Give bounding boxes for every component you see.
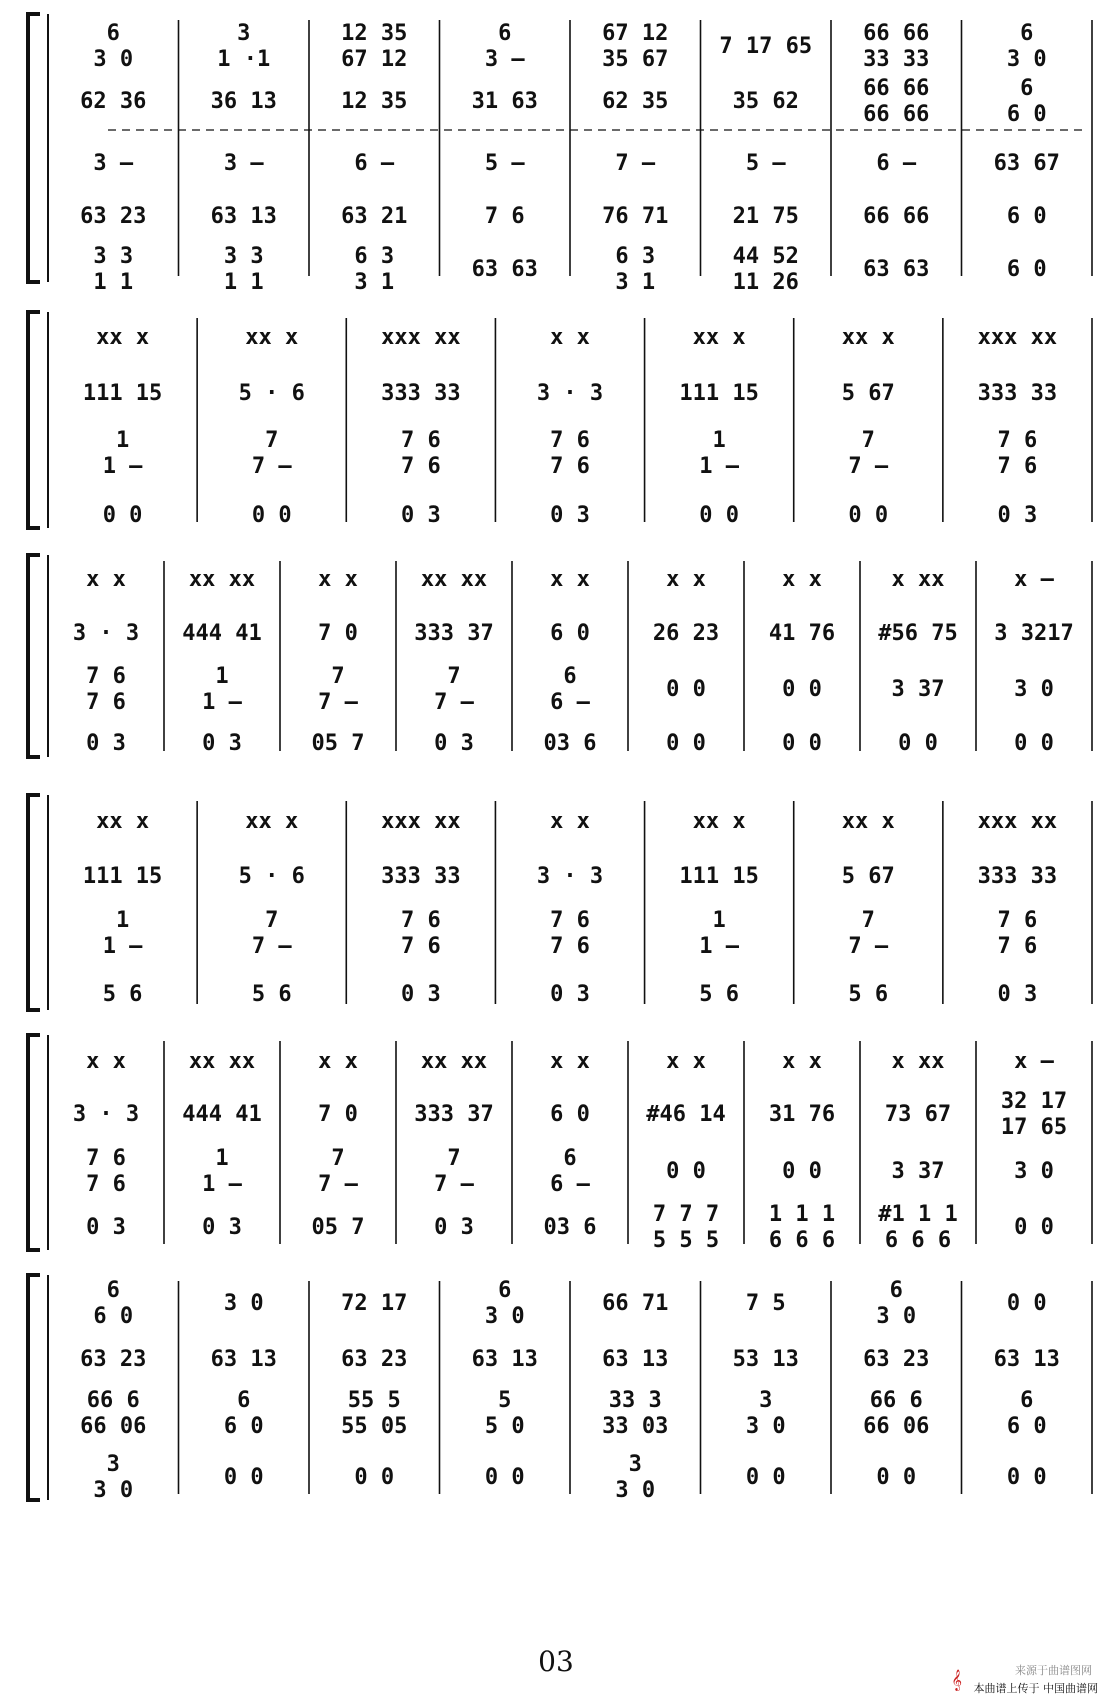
note-cell: 0 3: [86, 1215, 126, 1240]
note-cell: 3 1 ·1: [217, 21, 271, 72]
note-cell: 0 3: [86, 731, 126, 756]
note-cell: 12 35: [341, 89, 408, 114]
note-cell: 3 –: [223, 151, 264, 176]
note-cell: 6 3 0: [484, 1278, 525, 1329]
note-cell: 72 17: [341, 1291, 408, 1316]
note-cell: x x: [550, 325, 590, 350]
note-cell: 0 0: [745, 1465, 786, 1490]
note-cell: 7 6 7 6: [400, 428, 441, 479]
note-cell: x x: [318, 567, 358, 592]
note-cell: 1 1 –: [699, 908, 740, 959]
note-cell: 0 0: [782, 1159, 822, 1184]
note-cell: 0 0: [782, 731, 822, 756]
note-cell: 5 5 0: [484, 1388, 525, 1439]
note-cell: 6 6 –: [550, 1146, 590, 1197]
note-cell: x x: [550, 567, 590, 592]
note-cell: 63 13: [602, 1347, 669, 1372]
note-cell: 3 3 1 1: [93, 244, 134, 295]
note-cell: x x: [86, 567, 126, 592]
note-cell: xx xx: [188, 567, 256, 592]
note-cell: xxx xx: [977, 809, 1058, 834]
system-bracket: [28, 795, 40, 1010]
note-cell: 63 13: [210, 204, 277, 229]
note-cell: 1 1 –: [202, 664, 242, 715]
note-cell: 63 23: [341, 1347, 408, 1372]
note-cell: 63 21: [341, 204, 408, 229]
note-cell: 3 · 3: [536, 381, 604, 406]
note-cell: 0 3: [550, 982, 590, 1007]
note-cell: 0 0: [876, 1465, 917, 1490]
note-cell: 3 3 0: [93, 1452, 134, 1503]
note-cell: 0 3: [434, 1215, 474, 1240]
note-cell: xx x: [692, 809, 746, 834]
note-cell: #56 75: [878, 621, 958, 646]
note-cell: 35 62: [732, 89, 799, 114]
note-cell: 0 0: [666, 1159, 706, 1184]
note-cell: 66 6 66 06: [863, 1388, 930, 1439]
note-cell: 3 –: [93, 151, 134, 176]
note-cell: 63 23: [863, 1347, 930, 1372]
note-cell: 7 6 7 6: [550, 428, 590, 479]
note-cell: 55 5 55 05: [341, 1388, 408, 1439]
watermark-site-label: 中国曲谱网: [1043, 1682, 1098, 1695]
note-cell: 5 6: [848, 982, 889, 1007]
note-cell: 62 36: [80, 89, 147, 114]
note-cell: 7 17 65: [719, 34, 813, 59]
note-cell: 05 7: [311, 731, 365, 756]
note-cell: 0 0: [1006, 1291, 1047, 1316]
note-cell: 5 6: [102, 982, 143, 1007]
note-cell: 66 71: [602, 1291, 669, 1316]
note-cell: 63 63: [471, 257, 538, 282]
note-cell: 63 13: [471, 1347, 538, 1372]
note-cell: x xx: [891, 567, 945, 592]
note-cell: 33 3 33 03: [602, 1388, 669, 1439]
note-cell: xx x: [841, 325, 895, 350]
system-3: [28, 555, 1092, 757]
note-cell: 32 17 17 65: [1000, 1089, 1068, 1140]
note-cell: 7 6 7 6: [400, 908, 441, 959]
note-cell: 1 1 –: [699, 428, 740, 479]
note-cell: 5 67: [841, 381, 895, 406]
note-cell: 7 5: [745, 1291, 786, 1316]
note-cell: 0 3: [202, 1215, 242, 1240]
note-cell: 6 6 0: [1006, 76, 1047, 127]
note-cell: xx x: [692, 325, 746, 350]
note-cell: xx xx: [420, 567, 488, 592]
note-cell: x –: [1014, 567, 1054, 592]
note-cell: 0 0: [898, 731, 938, 756]
note-cell: xx x: [245, 809, 299, 834]
note-cell: 3 · 3: [536, 864, 604, 889]
note-cell: 5 6: [699, 982, 740, 1007]
watermark-upload-label: 本曲谱上传于: [973, 1682, 1040, 1695]
note-cell: 111 15: [82, 381, 163, 406]
note-cell: 7 6 7 6: [86, 1146, 126, 1197]
note-cell: 333 33: [381, 864, 461, 889]
note-cell: 67 12 35 67: [602, 21, 669, 72]
note-cell: 444 41: [182, 621, 262, 646]
note-cell: 6 6 –: [550, 664, 590, 715]
note-cell: 0 0: [354, 1465, 395, 1490]
note-cell: 7 6 7 6: [550, 908, 590, 959]
note-cell: 6 –: [876, 151, 917, 176]
system-2: [28, 312, 1092, 528]
watermark-source-text: 来源于曲谱图网: [1015, 1664, 1092, 1677]
system-bracket: [28, 555, 40, 757]
note-cell: 36 13: [210, 89, 277, 114]
note-cell: 6 3 0: [1006, 21, 1047, 72]
note-cell: x x: [782, 567, 822, 592]
note-cell: x –: [1014, 1049, 1054, 1074]
note-cell: 7 7 –: [318, 1146, 358, 1197]
note-cell: 63 67: [993, 151, 1060, 176]
note-cell: 7 7 7 5 5 5: [652, 1202, 720, 1253]
note-cell: 7 6: [484, 204, 525, 229]
note-cell: 0 0: [251, 503, 292, 528]
note-cell: 05 7: [311, 1215, 365, 1240]
note-cell: 0 0: [102, 503, 143, 528]
note-cell: 0 3: [400, 982, 441, 1007]
treble-clef-icon: 𝄞: [951, 1670, 962, 1691]
note-cell: 7 7 –: [251, 908, 292, 959]
note-cell: x x: [782, 1049, 822, 1074]
note-cell: 3 3 0: [745, 1388, 786, 1439]
note-cell: 333 37: [414, 621, 494, 646]
system-bracket: [28, 312, 40, 528]
note-cell: 7 6 7 6: [997, 428, 1038, 479]
note-cell: 333 33: [381, 381, 461, 406]
note-cell: xx xx: [188, 1049, 256, 1074]
note-cell: 31 76: [768, 1102, 836, 1127]
note-cell: 7 7 –: [848, 908, 889, 959]
note-cell: 0 3: [550, 503, 590, 528]
note-cell: 1 1 1 6 6 6: [768, 1202, 836, 1253]
note-cell: 0 3: [997, 503, 1038, 528]
note-cell: 21 75: [732, 204, 799, 229]
note-cell: 66 66: [863, 204, 930, 229]
note-cell: 0 0: [782, 677, 822, 702]
note-cell: 6 6 0: [223, 1388, 264, 1439]
note-cell: 6 0: [550, 1102, 590, 1127]
note-cell: 63 13: [210, 1347, 277, 1372]
note-cell: 31 63: [471, 89, 538, 114]
note-cell: 6 6 0: [1006, 1388, 1047, 1439]
note-cell: 66 66 33 33: [863, 21, 930, 72]
note-cell: 6 3 3 1: [354, 244, 395, 295]
note-cell: 03 6: [543, 731, 597, 756]
note-cell: xxx xx: [381, 325, 461, 350]
note-cell: 6 0: [550, 621, 590, 646]
note-cell: 6 3 0: [876, 1278, 917, 1329]
note-cell: 3 0: [223, 1291, 264, 1316]
note-cell: 3 3 0: [615, 1452, 656, 1503]
note-cell: 3 37: [891, 1159, 945, 1184]
note-cell: 1 1 –: [102, 428, 143, 479]
note-cell: 0 3: [202, 731, 242, 756]
note-cell: 0 3: [434, 731, 474, 756]
note-cell: #46 14: [646, 1102, 726, 1127]
note-cell: 0 0: [666, 677, 706, 702]
note-cell: 6 0: [1006, 204, 1047, 229]
note-cell: 0 0: [848, 503, 889, 528]
watermark-upload-text: [974, 1680, 1099, 1696]
note-cell: 0 0: [1006, 1465, 1047, 1490]
note-cell: 63 23: [80, 204, 147, 229]
note-cell: 5 67: [841, 864, 895, 889]
system-bracket: [28, 1035, 40, 1250]
note-cell: 111 15: [82, 864, 163, 889]
system-bracket: [28, 14, 40, 282]
note-cell: 5 · 6: [238, 381, 305, 406]
note-cell: xx x: [96, 325, 150, 350]
note-cell: 6 3 –: [484, 21, 525, 72]
note-cell: 6 0: [1006, 257, 1047, 282]
note-cell: 62 35: [602, 89, 669, 114]
note-cell: 333 33: [977, 381, 1058, 406]
note-cell: 7 0: [318, 621, 358, 646]
note-cell: x x: [318, 1049, 358, 1074]
note-cell: 0 3: [997, 982, 1038, 1007]
note-cell: 3 0: [1014, 1159, 1054, 1184]
note-cell: 1 1 –: [202, 1146, 242, 1197]
note-cell: 444 41: [182, 1102, 262, 1127]
note-cell: x x: [666, 567, 706, 592]
note-cell: xx xx: [420, 1049, 488, 1074]
note-cell: 0 0: [666, 731, 706, 756]
system-6: [28, 1275, 1092, 1503]
note-cell: 7 7 –: [848, 428, 889, 479]
note-cell: 5 6: [251, 982, 292, 1007]
note-cell: xx x: [841, 809, 895, 834]
note-cell: 7 7 –: [318, 664, 358, 715]
note-cell: 6 3 3 1: [615, 244, 656, 295]
system-4: [28, 795, 1092, 1010]
note-cell: 7 7 –: [251, 428, 292, 479]
note-cell: 0 0: [1014, 731, 1054, 756]
note-cell: 7 0: [318, 1102, 358, 1127]
note-cell: 66 6 66 06: [80, 1388, 147, 1439]
system-5: [28, 1035, 1092, 1253]
note-cell: 44 52 11 26: [732, 244, 799, 295]
note-cell: x x: [550, 1049, 590, 1074]
note-cell: xxx xx: [977, 325, 1058, 350]
note-cell: 333 33: [977, 864, 1058, 889]
note-cell: 333 37: [414, 1102, 494, 1127]
note-cell: 3 0: [1014, 677, 1054, 702]
note-cell: 6 –: [354, 151, 395, 176]
note-cell: 111 15: [679, 864, 759, 889]
note-cell: 76 71: [602, 204, 669, 229]
note-cell: 7 –: [615, 151, 656, 176]
note-cell: 63 63: [863, 257, 930, 282]
note-cell: x x: [86, 1049, 126, 1074]
note-cell: #1 1 1 6 6 6: [878, 1202, 958, 1253]
note-cell: 53 13: [732, 1347, 799, 1372]
note-cell: xxx xx: [381, 809, 461, 834]
system-1: [28, 14, 1092, 295]
note-cell: 3 3 1 1: [223, 244, 264, 295]
note-cell: 0 3: [400, 503, 441, 528]
note-cell: x x: [666, 1049, 706, 1074]
note-cell: 111 15: [679, 381, 759, 406]
note-cell: 12 35 67 12: [341, 21, 408, 72]
note-cell: 0 0: [699, 503, 740, 528]
system-bracket: [28, 1275, 40, 1500]
note-cell: 26 23: [652, 621, 720, 646]
note-cell: xx x: [96, 809, 150, 834]
note-cell: 1 1 –: [102, 908, 143, 959]
note-cell: 41 76: [768, 621, 836, 646]
note-cell: 03 6: [543, 1215, 597, 1240]
note-cell: 0 0: [223, 1465, 264, 1490]
note-cell: 73 67: [884, 1102, 952, 1127]
note-cell: 6 3 0: [93, 21, 134, 72]
note-cell: 7 7 –: [434, 664, 474, 715]
note-cell: xx x: [245, 325, 299, 350]
note-cell: 0 0: [1014, 1215, 1054, 1240]
note-cell: 3 · 3: [72, 1102, 140, 1127]
note-cell: 0 0: [484, 1465, 525, 1490]
note-cell: 6 6 0: [93, 1278, 134, 1329]
note-cell: 5 –: [745, 151, 786, 176]
note-cell: 7 6 7 6: [997, 908, 1038, 959]
note-cell: 63 23: [80, 1347, 147, 1372]
note-cell: 3 · 3: [72, 621, 140, 646]
note-cell: 5 –: [484, 151, 525, 176]
note-cell: 66 66 66 66: [863, 76, 930, 127]
note-cell: 7 7 –: [434, 1146, 474, 1197]
note-cell: 3 37: [891, 677, 945, 702]
note-cell: x x: [550, 809, 590, 834]
page-number: 03: [538, 1645, 574, 1678]
note-cell: 5 · 6: [238, 864, 305, 889]
note-cell: 3 3217: [994, 621, 1074, 646]
note-cell: 63 13: [993, 1347, 1060, 1372]
note-cell: 7 6 7 6: [86, 664, 126, 715]
note-cell: x xx: [891, 1049, 945, 1074]
